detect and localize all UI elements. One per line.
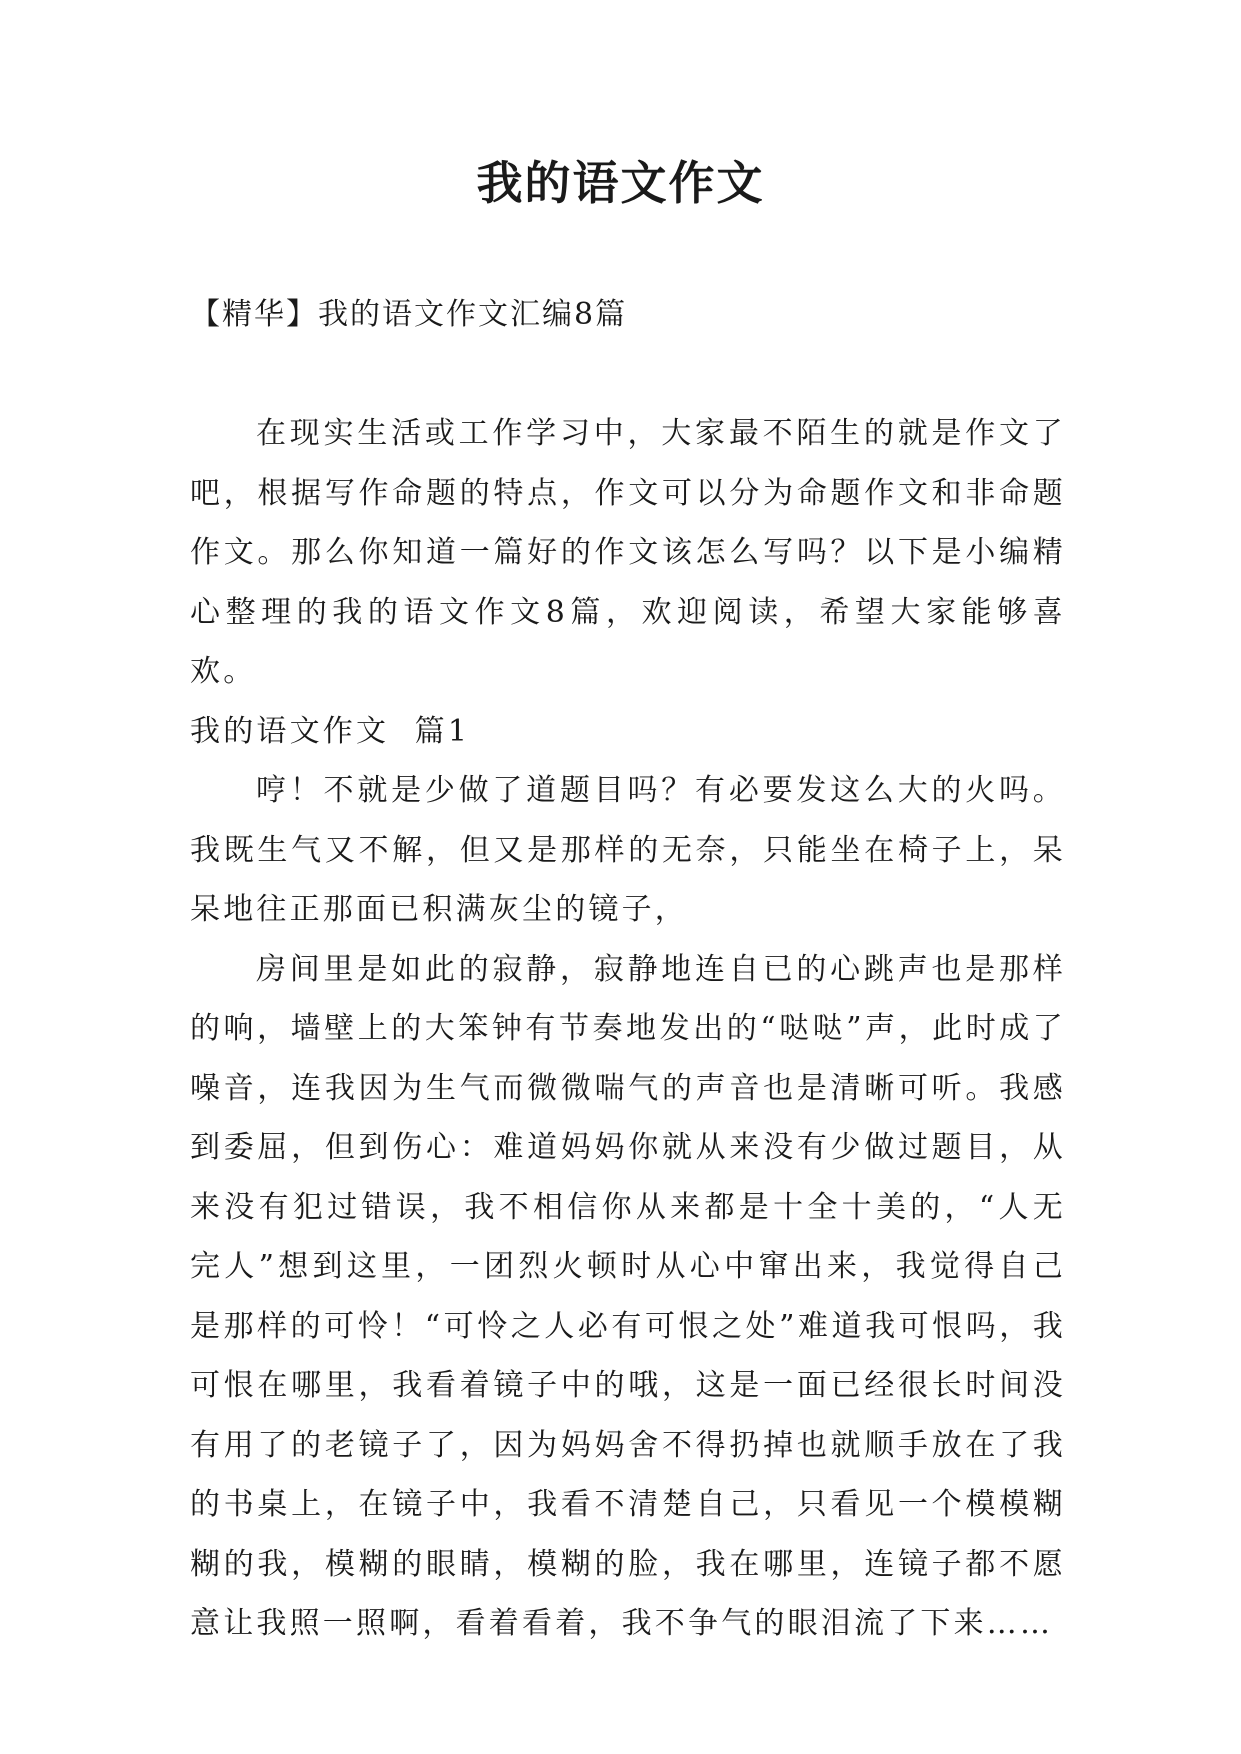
section-heading: 我的语文作文 篇1 — [190, 713, 471, 749]
essay-paragraph: 哼！不就是少做了道题目吗？有必要发这么大的火吗。我既生气又不解，但又是那样的无奈，只能坐在椅子上，呆呆地往正那面已积满灰尘的镜子， — [190, 773, 1066, 927]
intro-paragraph: 在现实生活或工作学习中，大家最不陌生的就是作文了吧，根据写作命题的特点，作文可以分为命题作文和非命题作文。那么你知道一篇好的作文该怎么写吗？以下是小编精心整理的我的语文作文8篇，欢迎阅读，希望大家能够喜欢。 — [190, 416, 1066, 689]
essay-paragraph: 房间里是如此的寂静，寂静地连自已的心跳声也是那样的响，墙壁上的大笨钟有节奏地发出的“哒哒”声，此时成了噪音，连我因为生气而微微喘气的声音也是清晰可听。我感到委屈，但到伤心：难道妈妈你就从来没有少做过题目，从来没有犯过错误，我不相信你从来都是十全十美的，“人无完人”想到这里，一团烈火顿时从心中窜出来，我觉得自己是那样的可怜！“可怜之人必有可恨之处”难道我可恨吗，我可恨在哪里，我看着镜子中的哦，这是一面已经很长时间没有用了的老镜子了，因为妈妈舍不得扔掉也就顺手放在了我的书桌上，在镜子中，我看不清楚自己，只看见一个模模糊糊的我，模糊的眼睛，模糊的脸，我在哪里，连镜子都不愿意让我照一照啊，看着看着，我不争气的眼泪流了下来…… — [190, 951, 1066, 1641]
document-subtitle: 【精华】我的语文作文汇编8篇 — [190, 297, 628, 332]
document-body — [190, 404, 1066, 1654]
document-title: 我的语文作文 — [476, 156, 765, 210]
